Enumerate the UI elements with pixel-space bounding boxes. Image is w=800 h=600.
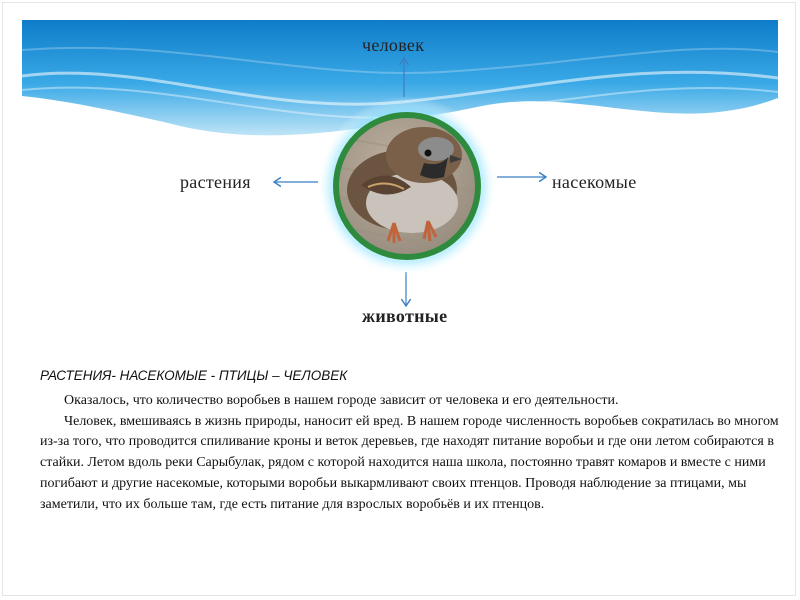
label-insects: насекомые (552, 172, 637, 192)
label-animals: животные (362, 306, 448, 326)
paragraph-2: Человек, вмешиваясь в жизнь природы, наносит ей вред. В нашем городе численность воробьев сократилась во многом из-за того, что проводится спиливание кроны и веток деревьев, где находят питание воробьи и где они летом собираются в стайки. Летом вдоль реки Сарыбулак, рядом с которой находится наша школа, постоянно травят комаров и вместе с ними погибают и другие насекомые, которыми воробьи выкармливают своих птенцов. Проводя наблюдение за птицами, мы заметили, что их больше там, где есть питание для взрослых воробьёв и их птенцов. (40, 413, 779, 512)
sparrow-photo (316, 95, 498, 277)
food-chain-title: РАСТЕНИЯ- НАСЕКОМЫЕ - ПТИЦЫ – ЧЕЛОВЕК (40, 368, 348, 383)
label-plants: растения (180, 172, 251, 192)
body-text (40, 391, 780, 515)
paragraph-1: Оказалось, что количество воробьев в нашем городе зависит от человека и его деятельности. (64, 393, 619, 408)
label-human: человек (362, 35, 425, 55)
